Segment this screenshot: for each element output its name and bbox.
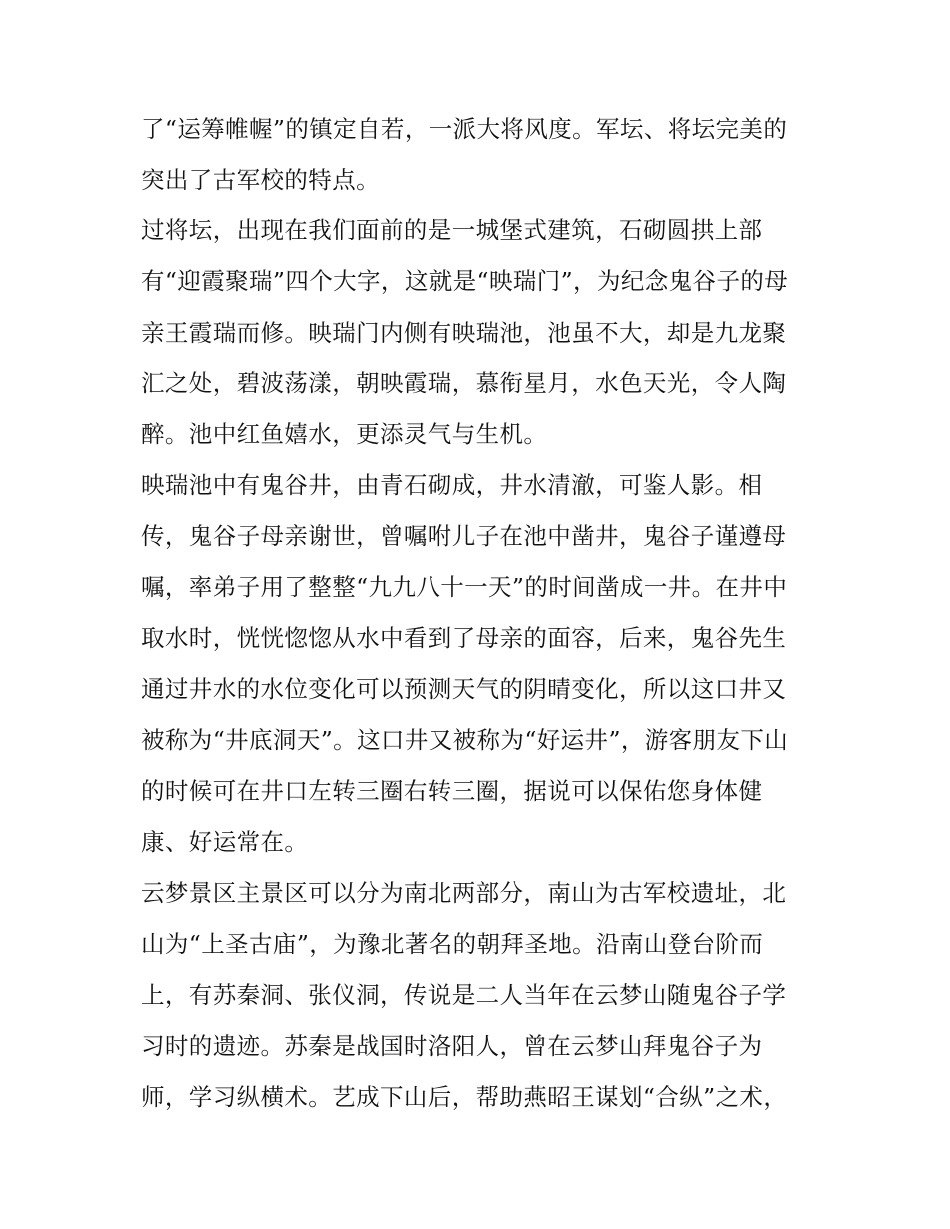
text-line: 习时的遗迹。苏秦是战国时洛阳人，曾在云梦山拜鬼谷子为: [141, 1032, 763, 1060]
text-line: 上，有苏秦洞、张仪洞，传说是二人当年在云梦山随鬼谷子学: [141, 981, 787, 1009]
text-line: 传，鬼谷子母亲谢世，曾嘱咐儿子在池中凿井，鬼谷子谨遵母: [141, 522, 787, 550]
text-line: 康、好运常在。: [141, 828, 309, 856]
text-line: 取水时，恍恍惚惚从水中看到了母亲的面容，后来，鬼谷先生: [141, 624, 787, 652]
text-line: 山为“上圣古庙”，为豫北著名的朝拜圣地。沿南山登台阶而: [141, 930, 764, 958]
text-line: 了“运筹帷幄”的镇定自若，一派大将风度。军坛、将坛完美的: [141, 115, 788, 143]
text-line: 云梦景区主景区可以分为南北两部分，南山为古军校遗址，北: [141, 879, 787, 907]
text-line: 亲王霞瑞而修。映瑞门内侧有映瑞池，池虽不大，却是九龙聚: [141, 319, 787, 347]
text-line: 师，学习纵横术。艺成下山后，帮助燕昭王谋划“合纵”之术，: [141, 1083, 788, 1111]
text-line: 醉。池中红鱼嬉水，更添灵气与生机。: [141, 420, 548, 448]
text-line: 汇之处，碧波荡漾，朝映霞瑞，慕衔星月，水色天光，令人陶: [141, 369, 787, 397]
text-line: 通过井水的水位变化可以预测天气的阴晴变化，所以这口井又: [141, 675, 787, 703]
text-line: 过将坛，出现在我们面前的是一城堡式建筑，石砌圆拱上部: [141, 216, 763, 244]
text-line: 被称为“井底洞天”。这口井又被称为“好运井”，游客朋友下山: [141, 726, 789, 754]
text-line: 映瑞池中有鬼谷井，由青石砌成，井水清澈，可鉴人影。相: [141, 471, 763, 499]
text-line: 嘱，率弟子用了整整“九九八十一天”的时间凿成一井。在井中: [141, 573, 788, 601]
text-line: 有“迎霞聚瑞”四个大字，这就是“映瑞门”，为纪念鬼谷子的母: [141, 267, 789, 295]
text-line: 的时候可在井口左转三圈右转三圈，据说可以保佑您身体健: [141, 777, 763, 805]
text-line: 突出了古军校的特点。: [141, 166, 380, 194]
